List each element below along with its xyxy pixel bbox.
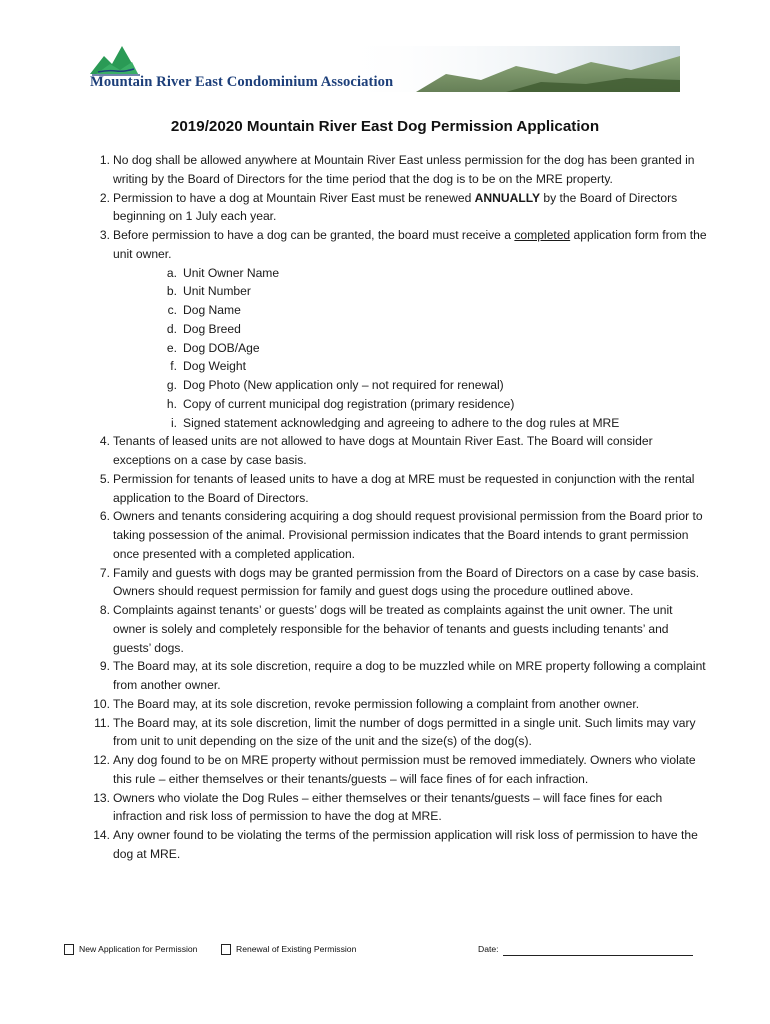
requirement-text: Dog Weight bbox=[183, 359, 246, 374]
rule-text-part: Before permission to have a dog can be granted, the board must receive a bbox=[113, 228, 515, 242]
requirement-text: Unit Number bbox=[183, 284, 251, 299]
requirement-text: Dog DOB/Age bbox=[183, 340, 260, 355]
rule-number: 2. bbox=[99, 190, 110, 205]
rule-text bbox=[113, 566, 699, 599]
rule-number: 4. bbox=[99, 434, 110, 449]
rule-text-part: Owners who violate the Dog Rules – either themselves or their tenants/guests – will face fines for each infraction and risk loss of permission to have the dog at MRE. bbox=[113, 790, 663, 824]
rule-number: 12. bbox=[93, 753, 110, 767]
renewal-label: Renewal of Existing Permission bbox=[236, 944, 357, 954]
requirement-text: Unit Owner Name bbox=[183, 265, 280, 280]
requirement-letter: g. bbox=[166, 378, 177, 392]
requirement-letter: e. bbox=[166, 340, 177, 355]
rule-number: 14. bbox=[93, 828, 110, 842]
rule-item bbox=[88, 432, 708, 470]
rule-text-part: The Board may, at its sole discretion, limit the number of dogs permitted in a single unit. Such limits may vary from unit to unit depending on the size of the unit and the size(s) of the dog(s). bbox=[113, 715, 696, 749]
rule-text bbox=[113, 472, 695, 505]
rule-text-part: Family and guests with dogs may be granted permission from the Board of Directors on a case by case basis. Owners should request permission for family and guest dogs using the procedure outlined above. bbox=[113, 565, 700, 599]
rule-number: 7. bbox=[99, 565, 110, 580]
rule-text-part: The Board may, at its sole discretion, revoke permission following a complaint from another owner. bbox=[113, 696, 640, 711]
requirement-item bbox=[166, 264, 708, 283]
rule-text-part: Any dog found to be on MRE property without permission must be removed immediately. Owners who violate this rule – either themselves or their tenants/guests – will face fines of for each infraction. bbox=[113, 753, 696, 786]
rule-text-part: Tenants of leased units are not allowed to have dogs at Mountain River East. The Board will consider exceptions on a case by case basis. bbox=[113, 434, 653, 467]
rule-text bbox=[113, 434, 653, 467]
logo-wordmark: Mountain River East Condominium Association bbox=[90, 74, 394, 90]
rule-text bbox=[113, 228, 707, 261]
new-application-checkbox[interactable] bbox=[64, 944, 74, 955]
letterhead bbox=[86, 44, 680, 94]
rule-number: 6. bbox=[99, 509, 110, 524]
rule-text bbox=[113, 603, 673, 655]
new-application-label: New Application for Permission bbox=[79, 944, 198, 954]
rule-text-part: Permission to have a dog at Mountain River East must be renewed bbox=[113, 190, 475, 205]
rule-text bbox=[113, 716, 696, 749]
rule-underline: completed bbox=[514, 228, 571, 242]
rule-item bbox=[88, 151, 708, 189]
requirement-text: Dog Name bbox=[183, 303, 241, 317]
rule-number: 5. bbox=[99, 471, 110, 486]
requirement-item bbox=[166, 320, 708, 339]
requirement-item bbox=[167, 301, 708, 320]
requirement-item bbox=[166, 282, 708, 301]
requirement-text: Dog Breed bbox=[183, 321, 241, 336]
requirement-text: Signed statement acknowledging and agreeing to adhere to the dog rules at MRE bbox=[183, 415, 620, 430]
date-field[interactable] bbox=[503, 955, 693, 956]
requirement-item bbox=[170, 414, 708, 433]
rules-list bbox=[88, 151, 708, 864]
requirement-item bbox=[166, 376, 708, 395]
rule-item bbox=[88, 226, 708, 432]
date-label: Date: bbox=[478, 944, 499, 954]
rule-text bbox=[113, 828, 698, 861]
rule-text-part: Any owner found to be violating the terms of the permission application will risk loss of permission to have the dog at MRE. bbox=[113, 828, 698, 861]
requirement-letter: a. bbox=[166, 265, 177, 280]
requirement-letter: f. bbox=[170, 359, 177, 374]
requirement-item bbox=[166, 395, 708, 414]
rule-text-part: by the Board of Directors beginning on 1 July each year. bbox=[113, 190, 678, 224]
rule-number: 9. bbox=[99, 659, 110, 674]
rule-number: 13. bbox=[93, 790, 110, 805]
requirement-item bbox=[170, 357, 708, 376]
renewal-checkbox[interactable] bbox=[221, 944, 231, 955]
requirement-item bbox=[166, 339, 708, 358]
rule-number: 10. bbox=[93, 696, 110, 711]
requirement-letter: b. bbox=[166, 284, 177, 299]
rule-text bbox=[113, 509, 703, 561]
rule-item bbox=[88, 189, 708, 227]
requirement-letter: d. bbox=[166, 321, 177, 336]
requirement-letter: c. bbox=[167, 303, 177, 317]
rule-text bbox=[113, 791, 662, 824]
rule-number: 1. bbox=[99, 153, 110, 167]
rule-number: 11. bbox=[94, 715, 110, 730]
requirements-sublist bbox=[113, 264, 708, 433]
requirement-text: Dog Photo (New application only – not required for renewal) bbox=[183, 378, 504, 392]
rule-text-part: application form from the unit owner. bbox=[113, 228, 707, 261]
rule-text-part: No dog shall be allowed anywhere at Mountain River East unless permission for the dog has been granted in writing by the Board of Directors for the time period that the dog is to be on the MRE property. bbox=[113, 153, 695, 186]
rule-item bbox=[88, 601, 708, 657]
rule-item bbox=[88, 507, 708, 563]
application-type-footer bbox=[64, 942, 704, 962]
rule-text bbox=[113, 659, 706, 692]
rule-emphasis: ANNUALLY bbox=[474, 190, 541, 205]
rule-item bbox=[88, 657, 708, 695]
rule-text-part: The Board may, at its sole discretion, require a dog to be muzzled while on MRE property following a complaint from another owner. bbox=[113, 659, 706, 692]
rule-text bbox=[113, 697, 639, 711]
rule-text bbox=[113, 191, 677, 224]
rule-text-part: Owners and tenants considering acquiring a dog should request provisional permission from the Board prior to taking possession of the animal. Provisional permission indicates that the Board intends to grant permission once presented with a completed application. bbox=[113, 509, 703, 561]
requirement-letter: i. bbox=[170, 415, 177, 430]
rule-item bbox=[88, 826, 708, 864]
requirement-letter: h. bbox=[166, 396, 177, 411]
rule-item bbox=[88, 695, 708, 714]
rule-number: 3. bbox=[99, 228, 110, 242]
rule-item bbox=[88, 470, 708, 508]
rule-text-part: Complaints against tenants’ or guests’ dogs will be treated as complaints against the unit owner. The unit owner is solely and completely responsible for the behavior of tenants and guests including tenants’ and guests’ dogs. bbox=[113, 603, 673, 655]
rule-item bbox=[88, 714, 708, 752]
rule-item bbox=[88, 564, 708, 602]
rule-text-part: Permission for tenants of leased units to have a dog at MRE must be requested in conjunction with the rental application to the Board of Directors. bbox=[113, 471, 695, 505]
rule-item bbox=[88, 751, 708, 789]
rule-item bbox=[88, 789, 708, 827]
rule-number: 8. bbox=[99, 603, 110, 617]
page-title: 2019/2020 Mountain River East Dog Permission Application bbox=[170, 118, 600, 135]
rule-text bbox=[113, 153, 695, 186]
requirement-text: Copy of current municipal dog registration (primary residence) bbox=[183, 396, 515, 411]
rule-text bbox=[113, 753, 696, 786]
